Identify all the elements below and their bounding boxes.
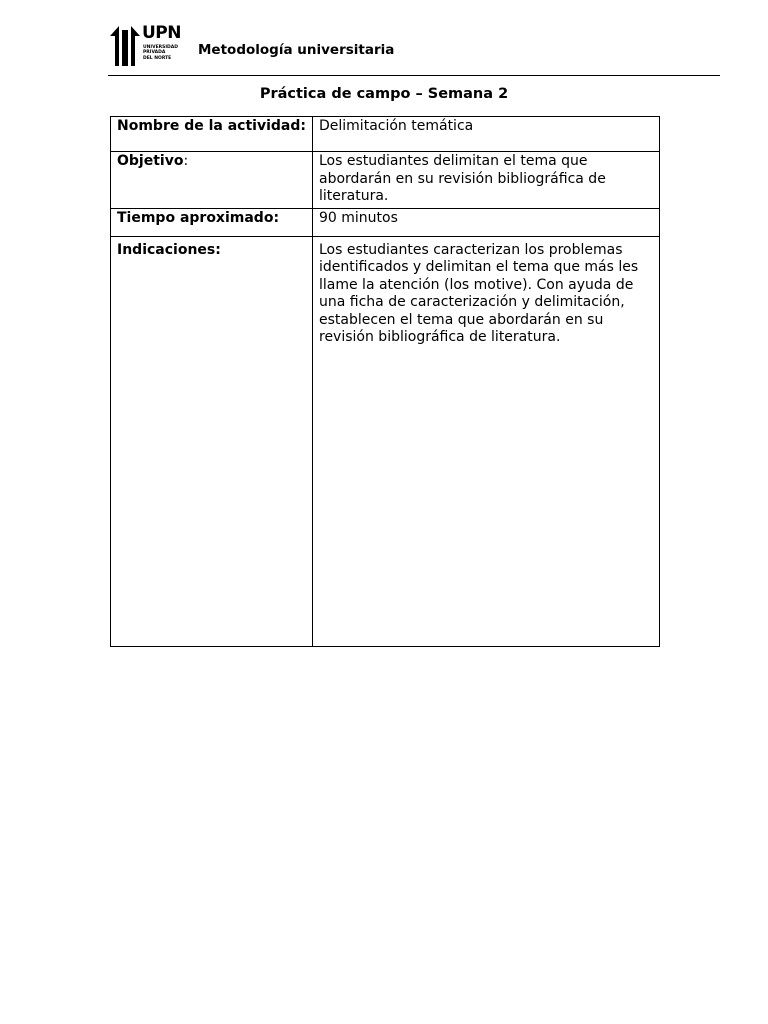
logo-subtitle: UNIVERSIDAD PRIVADA DEL NORTE xyxy=(143,45,178,61)
row-label: Indicaciones: xyxy=(111,236,313,646)
table-row xyxy=(111,152,660,209)
row-label: Nombre de la actividad: xyxy=(111,117,313,152)
row-value: Los estudiantes caracterizan los problemas identificados y delimitan el tema que más les llame la atención (los motive). Con ayuda de una ficha de caracterización y delimitación, establecen el tema que abordarán en su revisión bibliográfica de literatura. xyxy=(313,236,660,646)
table-row xyxy=(111,236,660,646)
upn-logo xyxy=(108,24,180,68)
table-row xyxy=(111,208,660,236)
torch-icon xyxy=(108,24,142,68)
course-name: Metodología universitaria xyxy=(198,42,395,58)
page-header xyxy=(108,22,720,76)
header-divider xyxy=(108,75,720,76)
table-row xyxy=(111,117,660,152)
row-label: Objetivo: xyxy=(111,152,313,209)
page-title: Práctica de campo – Semana 2 xyxy=(259,86,509,102)
row-value: Delimitación temática xyxy=(313,117,660,152)
row-label: Tiempo aproximado: xyxy=(111,208,313,236)
activity-table xyxy=(110,116,660,647)
row-value: Los estudiantes delimitan el tema que abordarán en su revisión bibliográfica de literatura. xyxy=(313,152,660,209)
logo-wordmark: UPN xyxy=(142,23,181,43)
row-value: 90 minutos xyxy=(313,208,660,236)
